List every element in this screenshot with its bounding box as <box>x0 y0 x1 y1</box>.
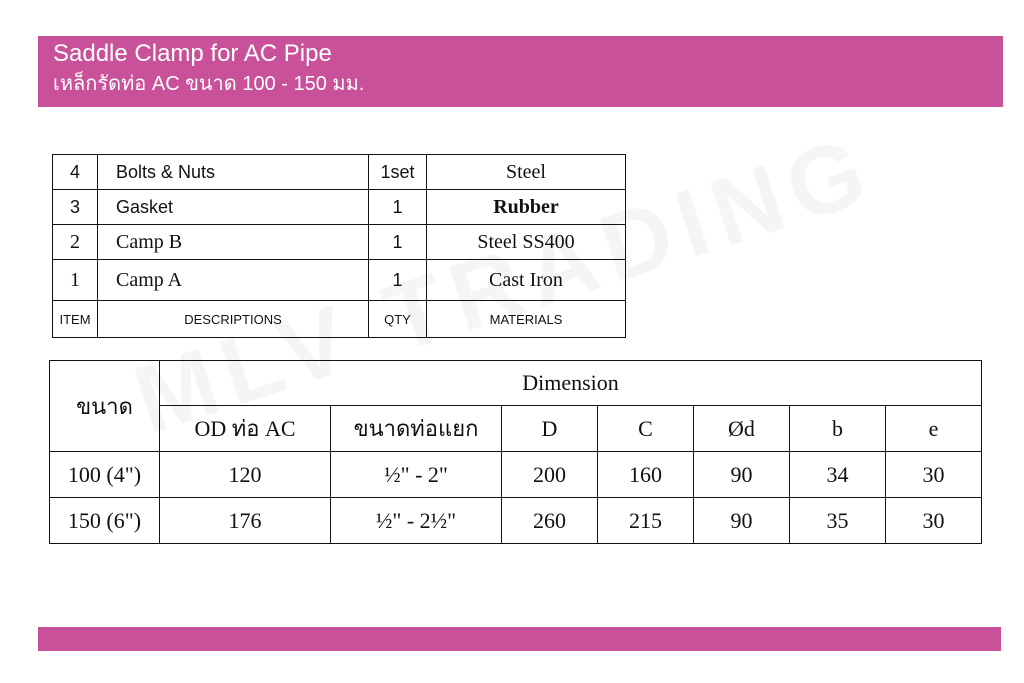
header-item: ITEM <box>53 301 98 338</box>
table-header-row <box>50 406 982 452</box>
item-cell: 4 <box>53 155 98 190</box>
column-header: C <box>598 406 694 452</box>
header-material: MATERIALS <box>427 301 626 338</box>
description-cell: Bolts & Nuts <box>98 155 369 190</box>
column-header: b <box>790 406 886 452</box>
od-cell: 120 <box>160 452 331 498</box>
d-cell: 200 <box>502 452 598 498</box>
b-cell: 35 <box>790 498 886 544</box>
dimension-header: Dimension <box>160 361 982 406</box>
c-cell: 160 <box>598 452 694 498</box>
table-row <box>50 498 982 544</box>
parts-table <box>52 154 626 338</box>
table-header-row <box>50 361 982 406</box>
column-header: OD ท่อ AC <box>160 406 331 452</box>
b-cell: 34 <box>790 452 886 498</box>
column-header: D <box>502 406 598 452</box>
item-cell: 1 <box>53 260 98 301</box>
table-header-row <box>53 301 626 338</box>
qty-cell: 1set <box>369 155 427 190</box>
header-description: DESCRIPTIONS <box>98 301 369 338</box>
description-cell: Gasket <box>98 190 369 225</box>
material-cell: Rubber <box>427 190 626 225</box>
od-small-cell: 90 <box>694 452 790 498</box>
size-cell: 100 (4") <box>50 452 160 498</box>
header-banner <box>38 36 1003 107</box>
table-row <box>53 190 626 225</box>
qty-cell: 1 <box>369 225 427 260</box>
material-cell: Steel <box>427 155 626 190</box>
header-qty: QTY <box>369 301 427 338</box>
size-cell: 150 (6") <box>50 498 160 544</box>
footer-bar <box>38 627 1001 651</box>
d-cell: 260 <box>502 498 598 544</box>
qty-cell: 1 <box>369 260 427 301</box>
e-cell: 30 <box>886 498 982 544</box>
material-cell: Steel SS400 <box>427 225 626 260</box>
item-cell: 3 <box>53 190 98 225</box>
table-row <box>53 260 626 301</box>
c-cell: 215 <box>598 498 694 544</box>
item-cell: 2 <box>53 225 98 260</box>
column-header: ขนาดท่อแยก <box>331 406 502 452</box>
description-cell: Camp B <box>98 225 369 260</box>
table-row <box>53 155 626 190</box>
table-row <box>53 225 626 260</box>
dimension-table <box>49 360 982 544</box>
branch-size-cell: ½" - 2" <box>331 452 502 498</box>
e-cell: 30 <box>886 452 982 498</box>
size-header: ขนาด <box>50 361 160 452</box>
page-title: Saddle Clamp for AC Pipe <box>53 40 332 67</box>
table-row <box>50 452 982 498</box>
description-cell: Camp A <box>98 260 369 301</box>
material-cell: Cast Iron <box>427 260 626 301</box>
column-header: Ød <box>694 406 790 452</box>
od-small-cell: 90 <box>694 498 790 544</box>
column-header: e <box>886 406 982 452</box>
branch-size-cell: ½" - 2½" <box>331 498 502 544</box>
qty-cell: 1 <box>369 190 427 225</box>
od-cell: 176 <box>160 498 331 544</box>
page-subtitle: เหล็กรัดท่อ AC ขนาด 100 - 150 มม. <box>53 73 365 95</box>
